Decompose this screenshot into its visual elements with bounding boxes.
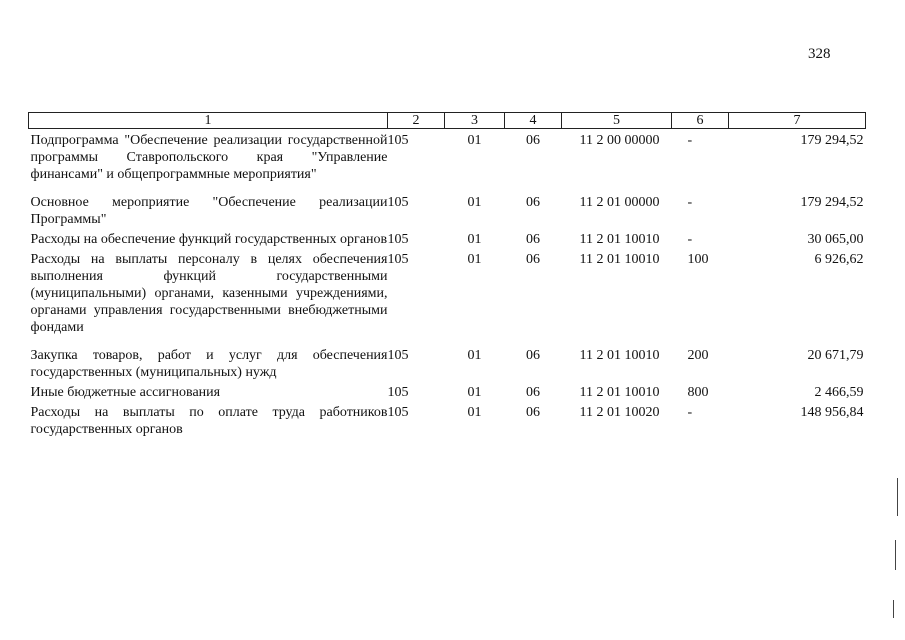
row-amount: 179 294,52 bbox=[800, 133, 864, 148]
row-amount: 6 926,62 bbox=[814, 252, 864, 267]
page-number: 328 bbox=[808, 46, 831, 62]
row-code-3: 06 bbox=[526, 195, 540, 210]
row-name: Закупка товаров, работ и услуг для обеспечения государственных (муниципальных) нужд bbox=[30, 348, 388, 380]
budget-table bbox=[28, 112, 866, 438]
row-code-1: 105 bbox=[387, 133, 409, 148]
row-code-2: 01 bbox=[467, 405, 482, 420]
header-col-4: 4 bbox=[505, 113, 562, 129]
table-row bbox=[29, 381, 866, 401]
row-code-2: 01 bbox=[467, 232, 482, 247]
table-row bbox=[29, 228, 866, 248]
row-code-1: 105 bbox=[387, 232, 409, 247]
row-code-1: 105 bbox=[387, 405, 409, 420]
row-code-3: 06 bbox=[526, 405, 540, 420]
row-amount: 148 956,84 bbox=[800, 405, 864, 420]
row-name: Иные бюджетные ассигнования bbox=[30, 385, 221, 400]
table-header bbox=[29, 113, 866, 129]
row-code-2: 01 bbox=[467, 133, 482, 148]
row-code-3: 06 bbox=[526, 252, 540, 267]
table-body bbox=[29, 129, 866, 439]
table-row bbox=[29, 191, 866, 228]
row-code-1: 105 bbox=[387, 385, 409, 400]
row-code-5: 800 bbox=[687, 385, 709, 400]
row-code-4: 11 2 00 00000 bbox=[579, 133, 660, 148]
table-row bbox=[29, 248, 866, 344]
row-code-5: 200 bbox=[687, 348, 709, 363]
header-col-2: 2 bbox=[388, 113, 445, 129]
row-code-5: 100 bbox=[687, 252, 709, 267]
row-code-4: 11 2 01 10010 bbox=[579, 348, 660, 363]
row-code-1: 105 bbox=[387, 348, 409, 363]
row-code-3: 06 bbox=[526, 385, 540, 400]
row-amount: 20 671,79 bbox=[807, 348, 864, 363]
row-code-4: 11 2 01 10010 bbox=[579, 232, 660, 247]
row-code-4: 11 2 01 10010 bbox=[579, 252, 660, 267]
row-code-3: 06 bbox=[526, 232, 540, 247]
row-name: Расходы на выплаты персоналу в целях обеспечения выполнения функций государственными (муниципальными) органами, казенными учреждениями, органами управления государственными внебюджетными фондами bbox=[30, 252, 388, 335]
row-code-4: 11 2 01 10010 bbox=[579, 385, 660, 400]
header-col-5: 5 bbox=[562, 113, 672, 129]
header-col-6: 6 bbox=[672, 113, 729, 129]
row-code-3: 06 bbox=[526, 133, 540, 148]
scan-edge-mark bbox=[895, 540, 896, 570]
header-row bbox=[29, 113, 866, 129]
header-col-1: 1 bbox=[29, 113, 388, 129]
row-code-4: 11 2 01 10020 bbox=[579, 405, 660, 420]
row-code-2: 01 bbox=[467, 252, 482, 267]
row-name: Подпрограмма "Обеспечение реализации государственной программы Ставропольского края "Управление финансами" и общепрограммные мероприятия" bbox=[30, 133, 388, 182]
table-row bbox=[29, 129, 866, 192]
header-col-7: 7 bbox=[729, 113, 866, 129]
row-code-2: 01 bbox=[467, 195, 482, 210]
row-amount: 30 065,00 bbox=[807, 232, 864, 247]
row-code-5: - bbox=[687, 232, 693, 247]
table-row bbox=[29, 401, 866, 438]
row-name: Расходы на обеспечение функций государственных органов bbox=[30, 232, 388, 247]
row-code-2: 01 bbox=[467, 385, 482, 400]
row-code-4: 11 2 01 00000 bbox=[579, 195, 660, 210]
table-row bbox=[29, 344, 866, 381]
row-amount: 179 294,52 bbox=[800, 195, 864, 210]
row-code-3: 06 bbox=[526, 348, 540, 363]
row-code-2: 01 bbox=[467, 348, 482, 363]
scan-edge-mark bbox=[897, 478, 898, 516]
row-name: Расходы на выплаты по оплате труда работников государственных органов bbox=[30, 405, 388, 437]
row-amount: 2 466,59 bbox=[814, 385, 864, 400]
row-name: Основное мероприятие "Обеспечение реализации Программы" bbox=[30, 195, 388, 227]
scan-edge-mark bbox=[893, 600, 894, 618]
row-code-5: - bbox=[687, 195, 693, 210]
header-col-3: 3 bbox=[445, 113, 505, 129]
row-code-5: - bbox=[687, 133, 693, 148]
row-code-5: - bbox=[687, 405, 693, 420]
row-code-1: 105 bbox=[387, 252, 409, 267]
row-code-1: 105 bbox=[387, 195, 409, 210]
